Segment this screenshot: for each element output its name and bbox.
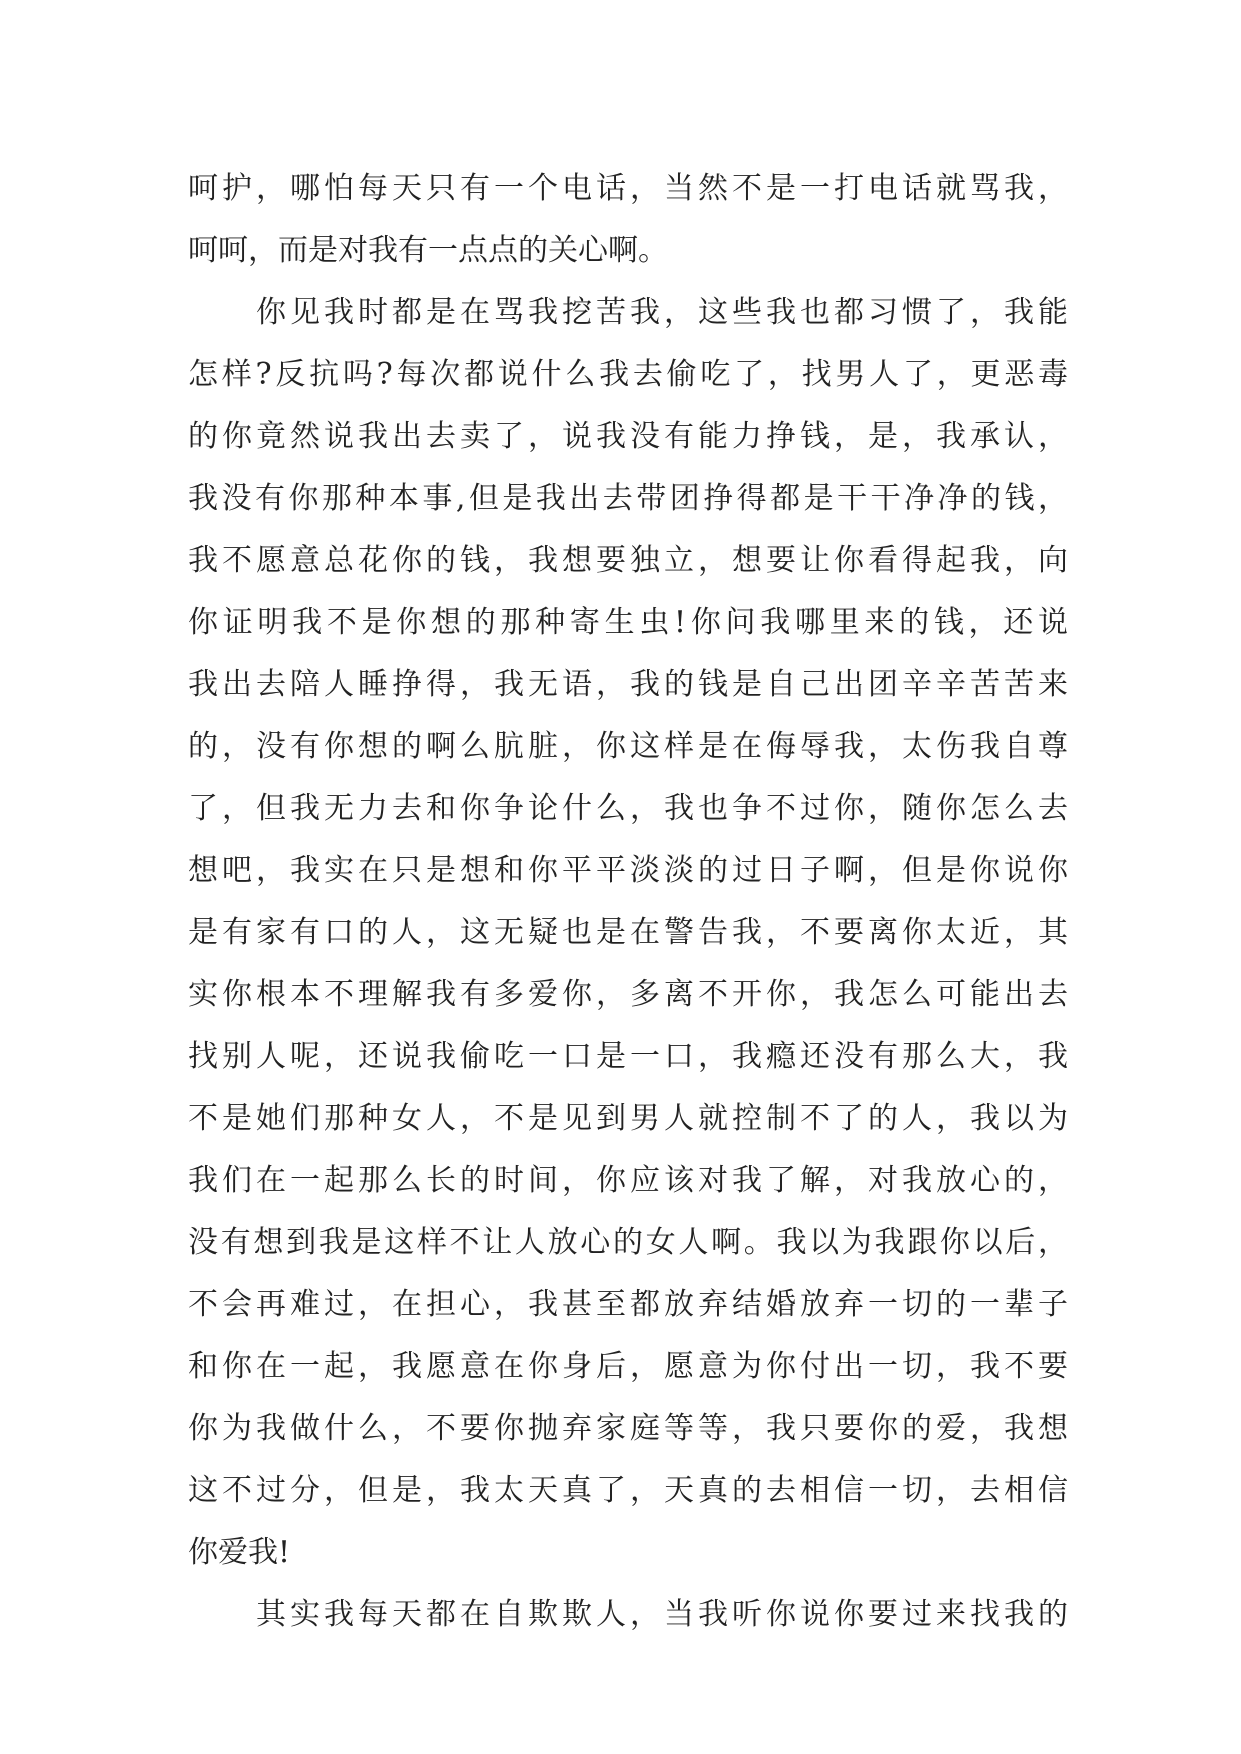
text-line: 找别人呢，还说我偷吃一口是一口，我瘾还没有那么大，我 <box>188 1039 1068 1074</box>
text-line: 我们在一起那么长的时间，你应该对我了解，对我放心的， <box>188 1163 1068 1198</box>
text-line: 没有想到我是这样不让人放心的女人啊。我以为我跟你以后， <box>188 1225 1068 1260</box>
text-line: 实你根本不理解我有多爱你，多离不开你，我怎么可能出去 <box>188 977 1068 1012</box>
text-line: 怎样?反抗吗?每次都说什么我去偷吃了，找男人了，更恶毒 <box>188 357 1068 392</box>
text-line: 你为我做什么，不要你抛弃家庭等等，我只要你的爱，我想 <box>188 1411 1068 1446</box>
text-line: 是有家有口的人，这无疑也是在警告我，不要离你太近，其 <box>188 915 1068 950</box>
text-line: 不会再难过，在担心，我甚至都放弃结婚放弃一切的一辈子 <box>188 1287 1068 1322</box>
text-line: 我不愿意总花你的钱，我想要独立，想要让你看得起我，向 <box>188 543 1068 578</box>
body-text <box>188 158 1068 1646</box>
text-line: 的，没有你想的啊么肮脏，你这样是在侮辱我，太伤我自尊 <box>188 729 1068 764</box>
text-line: 想吧，我实在只是想和你平平淡淡的过日子啊，但是你说你 <box>188 853 1068 888</box>
text-line: 呵呵，而是对我有一点点的关心啊。 <box>188 233 668 268</box>
text-line: 其实我每天都在自欺欺人，当我听你说你要过来找我的 <box>256 1597 1068 1632</box>
text-line: 呵护，哪怕每天只有一个电话，当然不是一打电话就骂我， <box>188 171 1068 206</box>
text-line: 你爱我! <box>188 1535 291 1570</box>
text-line: 这不过分，但是，我太天真了，天真的去相信一切，去相信 <box>188 1473 1068 1508</box>
text-line: 了，但我无力去和你争论什么，我也争不过你，随你怎么去 <box>188 791 1068 826</box>
text-line: 我出去陪人睡挣得，我无语，我的钱是自己出团辛辛苦苦来 <box>188 667 1068 702</box>
text-line: 不是她们那种女人，不是见到男人就控制不了的人，我以为 <box>188 1101 1068 1136</box>
text-line: 你证明我不是你想的那种寄生虫!你问我哪里来的钱，还说 <box>188 605 1068 640</box>
text-line: 你见我时都是在骂我挖苦我，这些我也都习惯了，我能 <box>256 295 1068 330</box>
text-line: 和你在一起，我愿意在你身后，愿意为你付出一切，我不要 <box>188 1349 1068 1384</box>
text-line: 的你竟然说我出去卖了，说我没有能力挣钱，是，我承认， <box>188 419 1068 454</box>
text-line: 我没有你那种本事,但是我出去带团挣得都是干干净净的钱， <box>188 481 1068 516</box>
